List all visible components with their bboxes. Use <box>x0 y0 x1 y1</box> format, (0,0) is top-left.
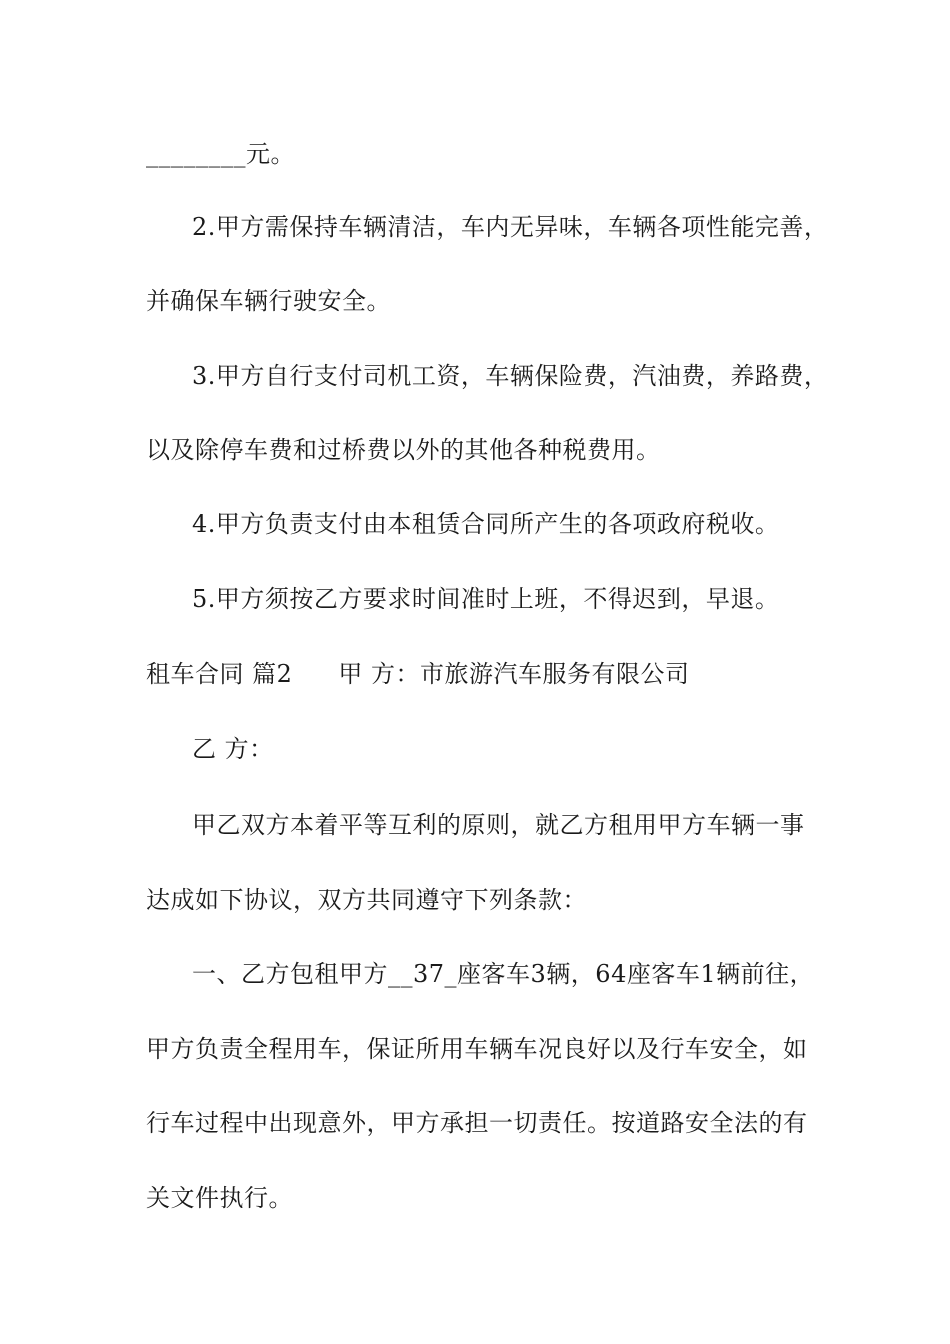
text-line: 以及除停车费和过桥费以外的其他各种税费用。 <box>146 436 661 464</box>
text-line: 5.甲方须按乙方要求时间准时上班，不得迟到，早退。 <box>192 585 780 613</box>
text-line: 甲乙双方本着平等互利的原则，就乙方租用甲方车辆一事 <box>192 811 805 839</box>
text-line: 行车过程中出现意外，甲方承担一切责任。按道路安全法的有 <box>146 1109 808 1137</box>
party-a: 甲 方：市旅游汽车服务有限公司 <box>338 660 690 688</box>
text-line: 甲方负责全程用车，保证所用车辆车况良好以及行车安全，如 <box>146 1035 808 1063</box>
section-heading: 租车合同 篇2 <box>146 660 293 688</box>
text-line: 并确保车辆行驶安全。 <box>146 287 391 315</box>
section-heading-line <box>146 659 690 689</box>
text-line: 一、乙方包租甲方__37_座客车3辆，64座客车1辆前往， <box>192 960 815 988</box>
text-line: 4.甲方负责支付由本租赁合同所产生的各项政府税收。 <box>192 510 780 538</box>
text-line: ________元。 <box>146 140 295 168</box>
text-line: 2.甲方需保持车辆清洁，车内无异味，车辆各项性能完善， <box>192 213 829 241</box>
text-line: 达成如下协议，双方共同遵守下列条款： <box>146 886 587 914</box>
text-line: 3.甲方自行支付司机工资，车辆保险费，汽油费，养路费， <box>192 362 829 390</box>
text-line: 关文件执行。 <box>146 1184 293 1212</box>
party-b: 乙 方： <box>192 735 274 763</box>
